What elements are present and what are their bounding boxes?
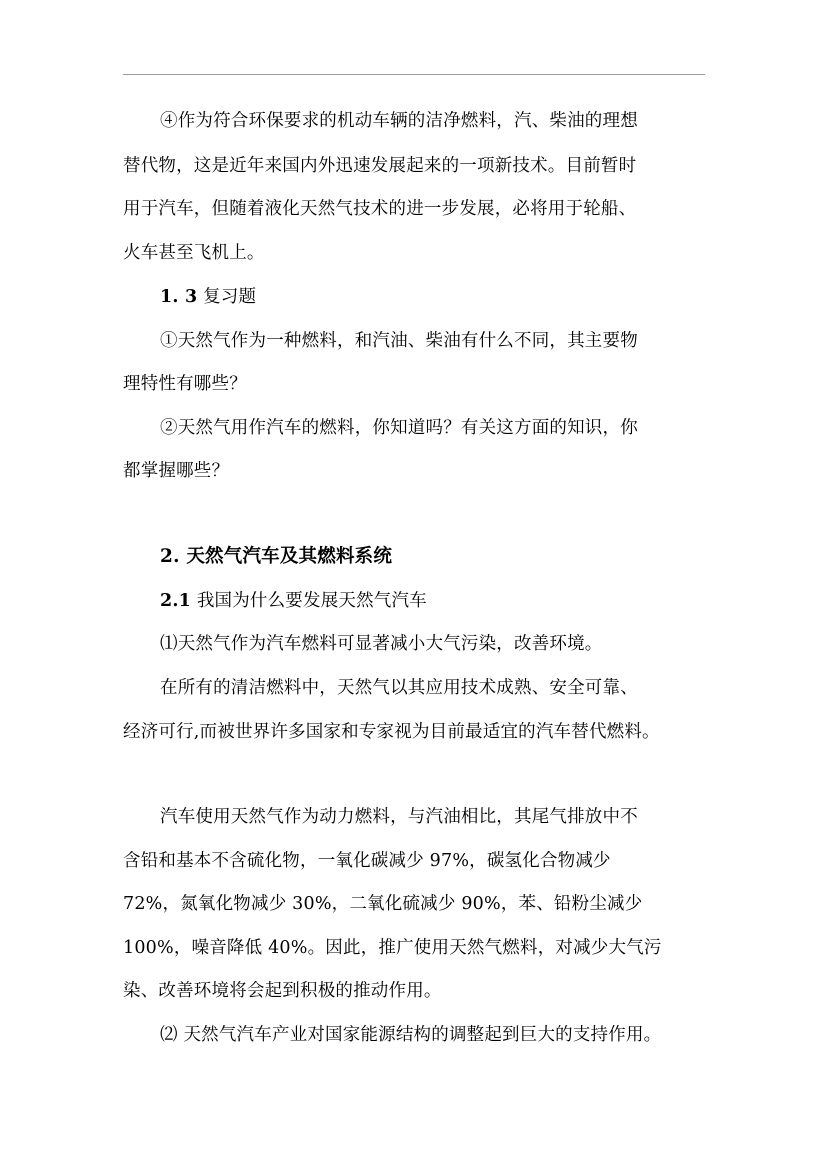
section-number: 1. 3 bbox=[160, 287, 198, 307]
subsection-title: 我国为什么要发展天然气汽车 bbox=[196, 591, 427, 611]
paragraph-a-line-2: 经济可行,而被世界许多国家和专家视为目前最适宜的汽车替代燃料。 bbox=[123, 722, 660, 742]
paragraph-b-line-1: 汽车使用天然气作为动力燃料，与汽油相比，其尾气排放中不 bbox=[160, 807, 638, 827]
question-2-line-2: 都掌握哪些？ bbox=[123, 461, 230, 481]
subsection-number: 2.1 bbox=[160, 591, 192, 611]
header-rule bbox=[123, 74, 705, 75]
item-2: ⑵ 天然气汽车产业对国家能源结构的调整起到巨大的支持作用。 bbox=[160, 1025, 662, 1045]
paragraph-4-line-2: 替代物，这是近年来国内外迅速发展起来的一项新技术。目前暂时 bbox=[123, 156, 637, 176]
paragraph-b-line-4: 100%，噪音降低 40%。因此，推广使用天然气燃料，对减少大气污 bbox=[123, 938, 662, 958]
paragraph-4-line-1: ④作为符合环保要求的机动车辆的洁净燃料，汽、柴油的理想 bbox=[160, 111, 638, 131]
item-1: ⑴天然气作为汽车燃料可显著减小大气污染，改善环境。 bbox=[160, 634, 603, 654]
section-2-heading: 2. 天然气汽车及其燃料系统 bbox=[160, 546, 393, 567]
subsection-2-1-heading bbox=[160, 590, 750, 612]
paragraph-4-line-3: 用于汽车，但随着液化天然气技术的进一步发展，必将用于轮船、 bbox=[123, 199, 637, 219]
paragraph-b-line-2: 含铅和基本不含硫化物，一氧化碳减少 97%，碳氢化合物减少 bbox=[123, 851, 611, 871]
section-1-3-heading bbox=[160, 286, 750, 308]
section-title: 复习题 bbox=[203, 287, 257, 307]
question-2-line-1: ②天然气用作汽车的燃料，你知道吗？有关这方面的知识，你 bbox=[160, 418, 638, 438]
question-1-line-1: ①天然气作为一种燃料，和汽油、柴油有什么不同，其主要物 bbox=[160, 331, 638, 351]
paragraph-4-line-4: 火车甚至飞机上。 bbox=[123, 243, 265, 263]
paragraph-b-line-3: 72%，氮氧化物减少 30%，二氧化硫减少 90%，苯、铅粉尘减少 bbox=[123, 894, 643, 914]
paragraph-b-line-5: 染、改善环境将会起到积极的推动作用。 bbox=[123, 981, 442, 1001]
question-1-line-2: 理特性有哪些？ bbox=[123, 374, 247, 394]
paragraph-a-line-1: 在所有的清洁燃料中，天然气以其应用技术成熟、安全可靠、 bbox=[160, 678, 638, 698]
